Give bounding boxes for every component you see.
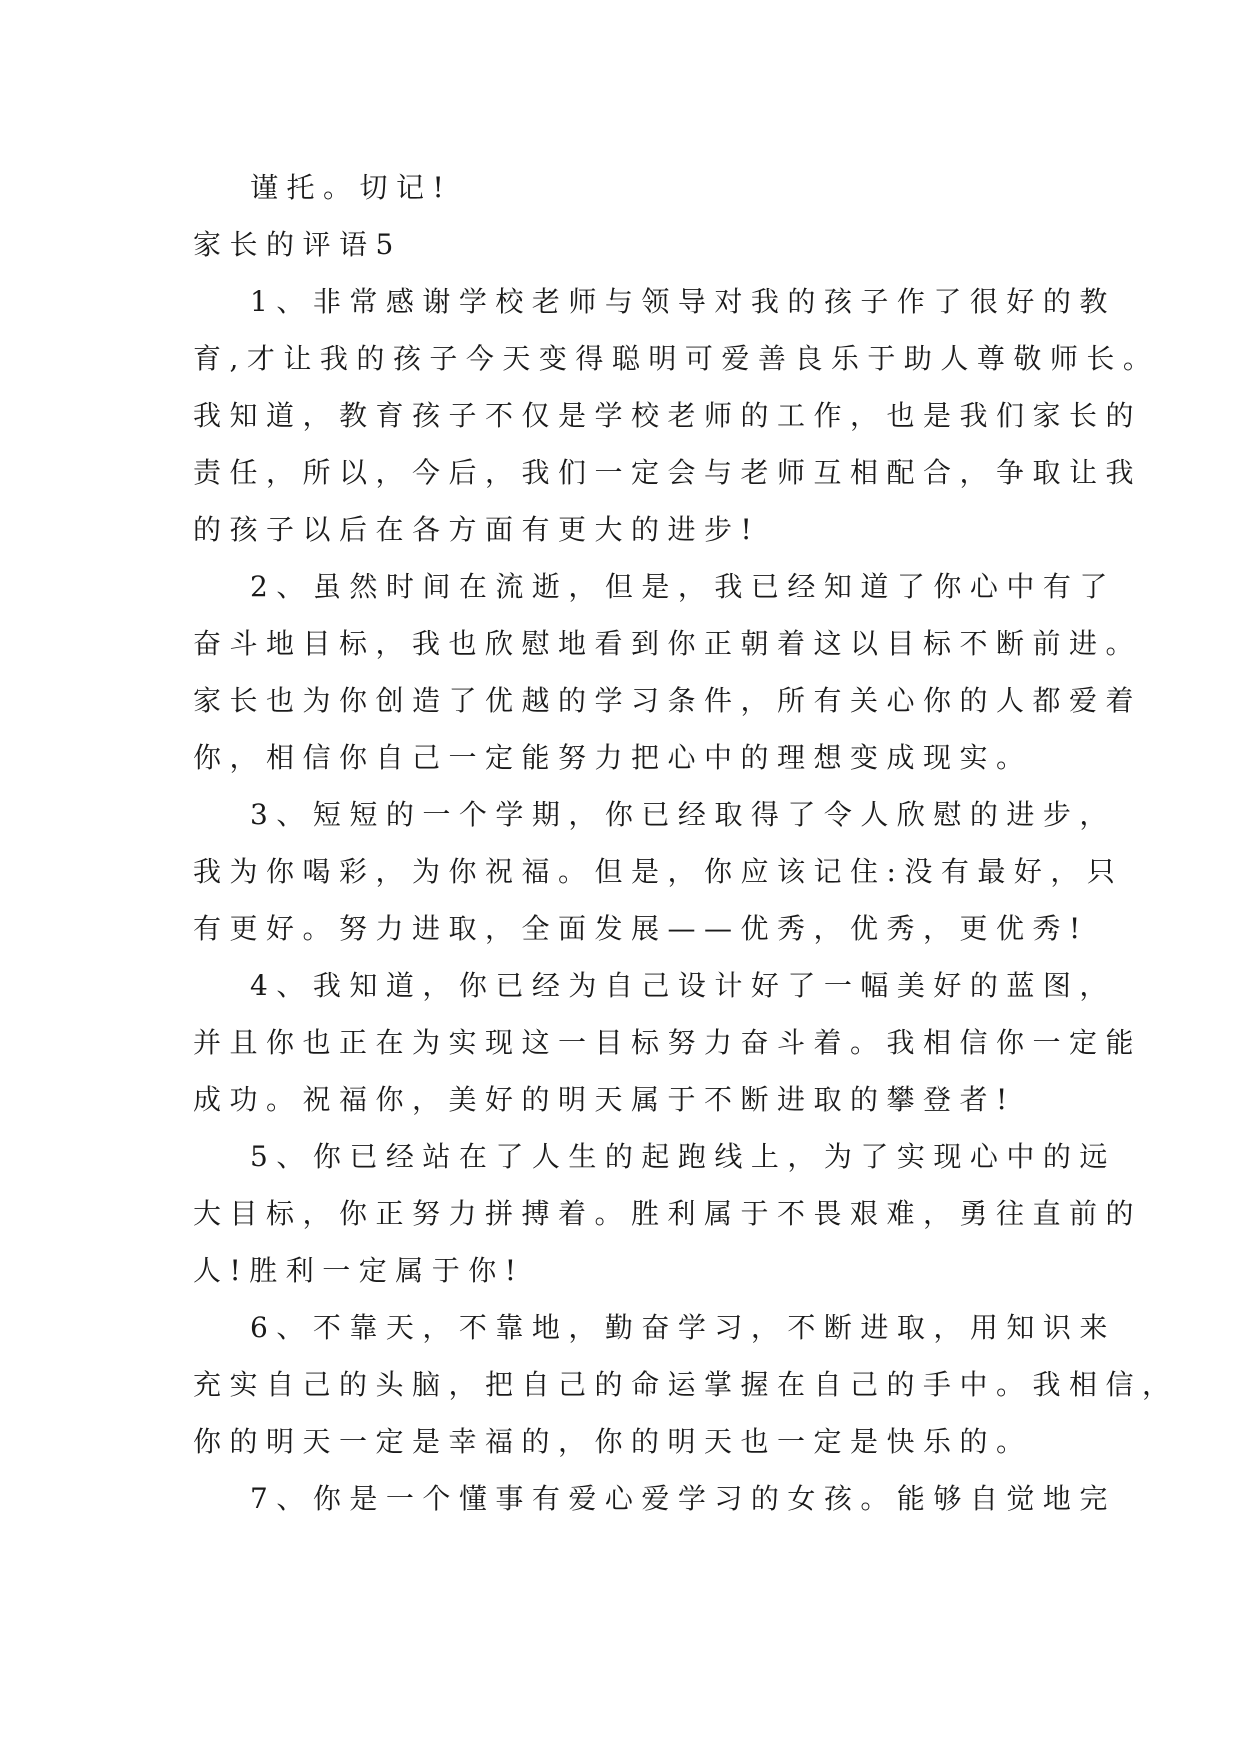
paragraph-line: 人!胜利一定属于你! — [193, 1254, 525, 1287]
paragraph-line: 1、非常感谢学校老师与领导对我的孩子作了很好的教 — [250, 285, 1116, 318]
paragraph-line: 我知道，教育孩子不仅是学校老师的工作，也是我们家长的 — [193, 399, 1143, 432]
paragraph-line: 奋斗地目标，我也欣慰地看到你正朝着这以目标不断前进。 — [193, 627, 1143, 660]
paragraph-line: 你，相信你自己一定能努力把心中的理想变成现实。 — [193, 741, 1033, 774]
paragraph-line: 你的明天一定是幸福的，你的明天也一定是快乐的。 — [193, 1425, 1033, 1458]
paragraph-line: 并且你也正在为实现这一目标努力奋斗着。我相信你一定能 — [193, 1026, 1143, 1059]
paragraph-line: 有更好。努力进取，全面发展——优秀，优秀，更优秀! — [193, 912, 1089, 945]
paragraph-line: 6、不靠天，不靠地，勤奋学习，不断进取，用知识来 — [250, 1311, 1116, 1344]
paragraph-line: 家长也为你创造了优越的学习条件，所有关心你的人都爱着 — [193, 684, 1143, 717]
paragraph-line: 成功。祝福你，美好的明天属于不断进取的攀登者! — [193, 1083, 1016, 1116]
paragraph-line: 2、虽然时间在流逝，但是，我已经知道了你心中有了 — [250, 570, 1116, 603]
paragraph-line: 3、短短的一个学期，你已经取得了令人欣慰的进步， — [250, 798, 1116, 831]
paragraph-line: 5、你已经站在了人生的起跑线上，为了实现心中的远 — [250, 1140, 1116, 1173]
paragraph-line: 的孩子以后在各方面有更大的进步! — [193, 513, 761, 546]
closing-line: 谨托。切记! — [250, 171, 453, 204]
paragraph-line: 育,才让我的孩子今天变得聪明可爱善良乐于助人尊敬师长。 — [193, 342, 1160, 375]
paragraph-line: 7、你是一个懂事有爱心爱学习的女孩。能够自觉地完 — [250, 1482, 1116, 1515]
paragraph-line: 大目标，你正努力拼搏着。胜利属于不畏艰难，勇往直前的 — [193, 1197, 1143, 1230]
paragraph-line: 我为你喝彩，为你祝福。但是，你应该记住:没有最好，只 — [193, 855, 1124, 888]
paragraph-line: 4、我知道，你已经为自己设计好了一幅美好的蓝图， — [250, 969, 1116, 1002]
paragraph-line: 责任，所以，今后，我们一定会与老师互相配合，争取让我 — [193, 456, 1143, 489]
paragraph-line: 充实自己的头脑，把自己的命运掌握在自己的手中。我相信， — [193, 1368, 1179, 1401]
section-heading: 家长的评语5 — [193, 228, 402, 261]
